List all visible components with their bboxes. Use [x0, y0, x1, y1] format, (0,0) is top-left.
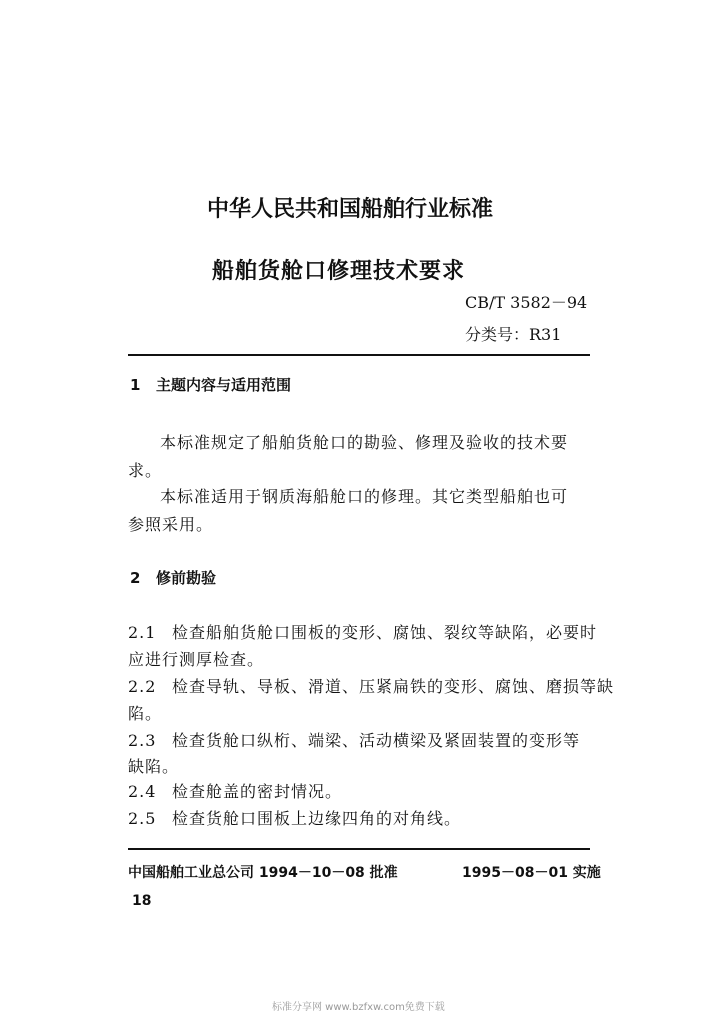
header-divider — [128, 354, 590, 356]
clause-text: 检查货舱口纵桁、端梁、活动横梁及紧固装置的变形等 — [172, 731, 581, 750]
clause-text: 检查船舶货舱口围板的变形、腐蚀、裂纹等缺陷，必要时 — [172, 623, 598, 642]
paragraph-1-line-2: 求。 — [128, 461, 163, 480]
clause-2-4 — [128, 779, 342, 802]
paragraph-2-line-1: 本标准适用于钢质海船舱口的修理。其它类型船舶也可 — [160, 487, 569, 506]
section-1-number: 1 — [130, 376, 141, 394]
clause-2-2-continuation: 陷。 — [128, 704, 163, 723]
clause-number: 2.5 — [128, 809, 157, 828]
approval-line: 中国船舶工业总公司 1994－10－08 批准 — [128, 865, 398, 881]
clause-number: 2.1 — [128, 623, 157, 642]
page-number: 18 — [132, 893, 152, 909]
clause-2-3-continuation: 缺陷。 — [128, 757, 180, 776]
clause-text: 检查导轨、导板、滑道、压紧扁铁的变形、腐蚀、磨损等缺 — [172, 677, 615, 696]
paragraph-1-line-1: 本标准规定了船舶货舱口的勘验、修理及验收的技术要 — [160, 433, 569, 452]
clause-2-1 — [128, 620, 597, 643]
section-2-number: 2 — [130, 569, 141, 587]
implementation-date: 1995－08－01 实施 — [462, 865, 601, 881]
paragraph-2-line-2: 参照采用。 — [128, 515, 214, 534]
clause-number: 2.3 — [128, 731, 157, 750]
document-title: 船舶货舱口修理技术要求 — [212, 259, 466, 284]
classification-number: 分类号：R31 — [465, 325, 562, 344]
clause-2-2 — [128, 674, 614, 697]
clause-number: 2.4 — [128, 782, 157, 801]
watermark: 标准分享网 www.bzfxw.com免费下载 — [272, 1002, 445, 1013]
clause-number: 2.2 — [128, 677, 157, 696]
section-2-heading — [130, 567, 216, 588]
section-2-title: 修前勘验 — [156, 569, 217, 587]
section-1-title: 主题内容与适用范围 — [156, 376, 292, 394]
footer-divider — [128, 848, 590, 850]
section-1-heading — [130, 374, 291, 395]
clause-text: 检查货舱口围板上边缘四角的对角线。 — [172, 809, 462, 828]
clause-2-5 — [128, 806, 461, 829]
clause-2-1-continuation: 应进行测厚检查。 — [128, 650, 265, 669]
org-title: 中华人民共和国船舶行业标准 — [207, 197, 494, 222]
clause-text: 检查舱盖的密封情况。 — [172, 782, 343, 801]
clause-2-3 — [128, 728, 580, 751]
standard-code: CB/T 3582－94 — [465, 293, 588, 312]
